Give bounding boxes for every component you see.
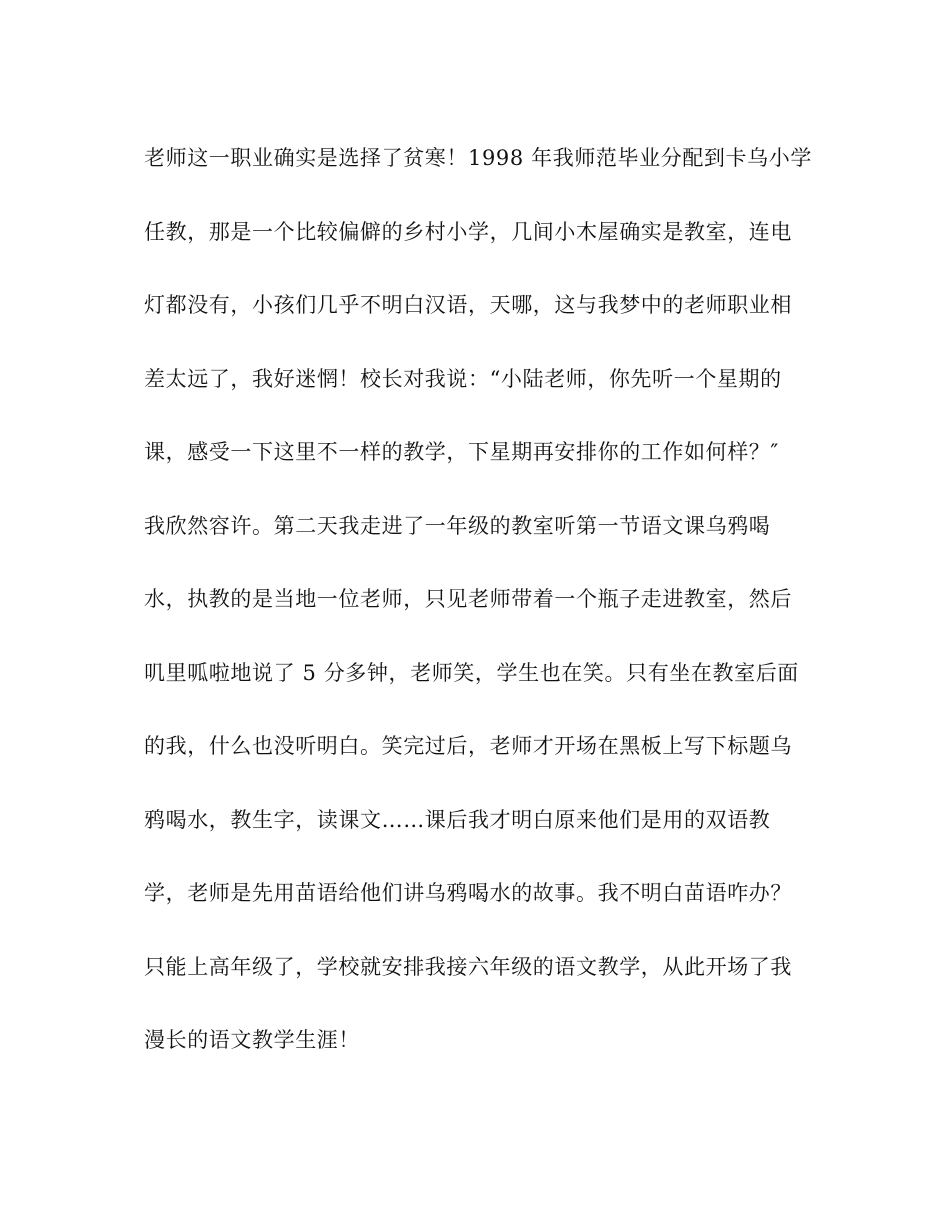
text-line: 灯都没有，小孩们几乎不明白汉语，天哪，这与我梦中的老师职业相 bbox=[144, 293, 792, 317]
text-line: 只能上高年级了，学校就安排我接六年级的语文教学，从此开场了我 bbox=[144, 954, 792, 979]
text-line: 任教，那是一个比较偏僻的乡村小学，几间小木屋确实是教室，连电 bbox=[144, 219, 792, 244]
text-line: 的我，什么也没听明白。笑完过后，老师才开场在黑板上写下标题乌 bbox=[144, 734, 792, 758]
text-line: 老师这一职业确实是选择了贫寒！1998 年我师范毕业分配到卡乌小学 bbox=[144, 146, 812, 170]
body-paragraph bbox=[144, 136, 814, 1092]
text-line: 课，感受一下这里不一样的教学，下星期再安排你的工作如何样？″ bbox=[144, 440, 779, 464]
text-line: 差太远了，我好迷惘！校长对我说：“小陆老师，你先听一个星期的 bbox=[144, 366, 782, 391]
text-line: 漫长的语文教学生涯！ bbox=[144, 1028, 360, 1052]
text-line: 水，执教的是当地一位老师，只见老师带着一个瓶子走进教室，然后 bbox=[144, 587, 792, 611]
text-line: 鸦喝水，教生字，读课文……课后我才明白原来他们是用的双语教 bbox=[144, 807, 771, 832]
text-line: 我欣然容许。第二天我走进了一年级的教室听第一节语文课乌鸦喝 bbox=[144, 513, 771, 538]
text-line: 学，老师是先用苗语给他们讲乌鸦喝水的故事。我不明白苗语咋办？ bbox=[144, 881, 792, 905]
text-line: 叽里呱啦地说了 5 分多钟，老师笑，学生也在笑。只有坐在教室后面 bbox=[144, 660, 799, 685]
